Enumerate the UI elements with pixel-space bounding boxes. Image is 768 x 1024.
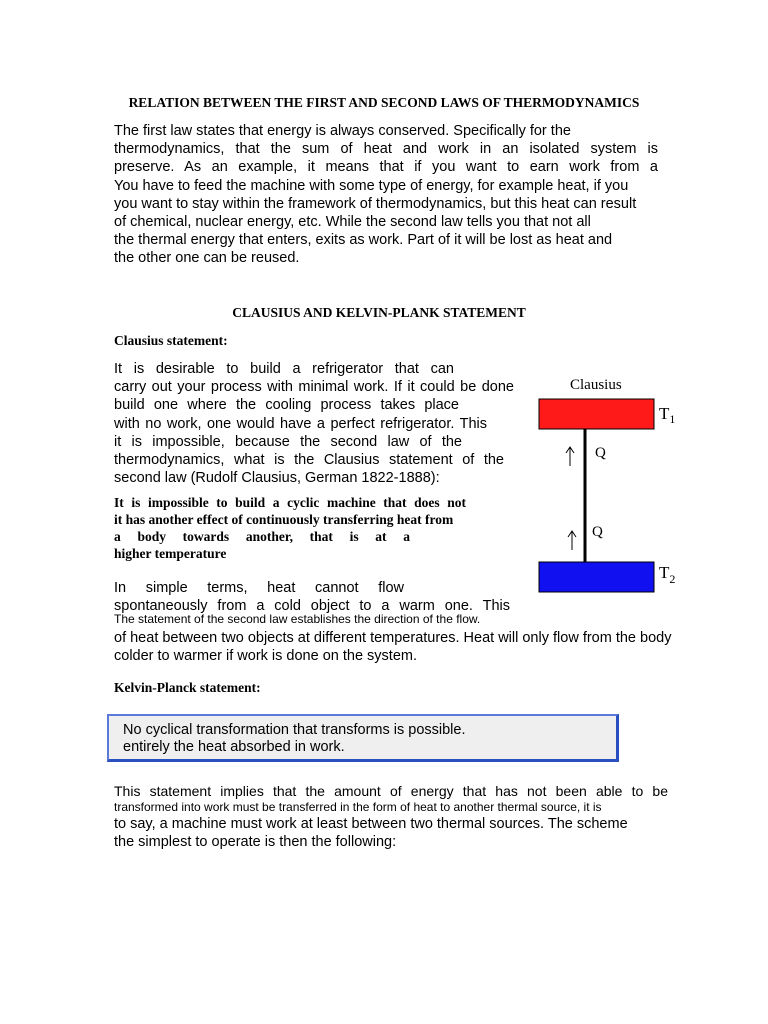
text-line: the simplest to operate is then the following: <box>114 834 397 850</box>
text-line: It is desirable to build a refrigerator that can <box>114 361 454 377</box>
paragraph-heat-flow <box>114 629 671 665</box>
text-line: transformed into work must be transferred in the form of heat to another thermal source, it is <box>114 800 602 814</box>
text-line: higher temperature <box>114 546 227 561</box>
heat-q-label-upper: Q <box>595 445 606 461</box>
text-line: thermodynamics, what is the Clausius statement of the <box>114 452 504 469</box>
clausius-diagram <box>530 370 690 600</box>
heat-q-label-lower: Q <box>592 524 603 540</box>
diagram-title: Clausius <box>570 377 622 393</box>
hot-temperature-label: $T_1$ <box>659 404 676 426</box>
text-line: The first law states that energy is always conserved. Specifically for the <box>114 123 571 139</box>
hot-reservoir <box>539 399 654 429</box>
text-line: the thermal energy that enters, exits as work. Part of it will be lost as heat and <box>114 232 613 249</box>
text-line: preserve. As an example, it means that if you want to earn work from a <box>114 159 658 176</box>
text-line: carry out your process with minimal work. If it could be done <box>114 379 514 396</box>
cold-reservoir <box>539 562 654 592</box>
paragraph-kelvin-implication <box>114 783 668 851</box>
text-line: You have to feed the machine with some type of energy, for example heat, if you <box>114 177 629 194</box>
text-line: with no work, one would have a perfect refrigerator. This <box>114 415 487 432</box>
quote-line: entirely the heat absorbed in work. <box>123 739 345 755</box>
clausius-bold-statement <box>114 494 472 562</box>
cold-temperature-label: $T_2$ <box>659 563 676 586</box>
kelvin-planck-label: Kelvin-Planck statement: <box>114 680 261 695</box>
text-line: This statement implies that the amount of energy that has not been able to be <box>114 783 668 799</box>
section-heading-relation: RELATION BETWEEN THE FIRST AND SECOND LAWS OF THERMODYNAMICS <box>128 95 640 110</box>
text-line: you want to stay within the framework of thermodynamics, but this heat can result <box>114 195 637 212</box>
text-line: second law (Rudolf Clausius, German 1822-1888): <box>114 470 440 487</box>
text-line: thermodynamics, that the sum of heat and work in an isolated system is <box>114 141 658 158</box>
text-line: build one where the cooling process takes place <box>114 397 459 414</box>
up-arrow-icon <box>566 447 574 466</box>
text-line: of heat between two objects at different temperatures. Heat will only flow from the body <box>114 630 672 646</box>
clausius-statement-label: Clausius statement: <box>114 333 228 348</box>
text-line: a body towards another, that is at a <box>114 529 410 544</box>
text-line: it has another effect of continuously transferring heat from <box>114 512 454 527</box>
text-line: the other one can be reused. <box>114 250 300 267</box>
text-line: it is impossible, because the second law of the <box>114 433 462 450</box>
text-line: spontaneously from a cold object to a warm one. This <box>114 598 510 615</box>
text-line: colder to warmer if work is done on the system. <box>114 648 418 665</box>
up-arrow-icon <box>568 531 576 550</box>
quote-line: No cyclical transformation that transforms is possible. <box>123 722 466 738</box>
text-line: In simple terms, heat cannot flow <box>114 580 404 596</box>
text-line: It is impossible to build a cyclic machine that does not <box>114 495 466 510</box>
paragraph-clausius <box>114 360 514 487</box>
paragraph-first-law <box>114 122 658 268</box>
paragraph-simple-terms <box>114 579 510 615</box>
text-line: to say, a machine must work at least between two thermal sources. The scheme <box>114 816 628 832</box>
section-heading-clausius-kelvin: CLAUSIUS AND KELVIN-PLANK STATEMENT <box>232 305 526 320</box>
text-line: of chemical, nuclear energy, etc. While the second law tells you that not all <box>114 214 591 231</box>
small-text-line: The statement of the second law establishes the direction of the flow. <box>114 612 481 626</box>
kelvin-planck-quote-box <box>107 714 619 762</box>
